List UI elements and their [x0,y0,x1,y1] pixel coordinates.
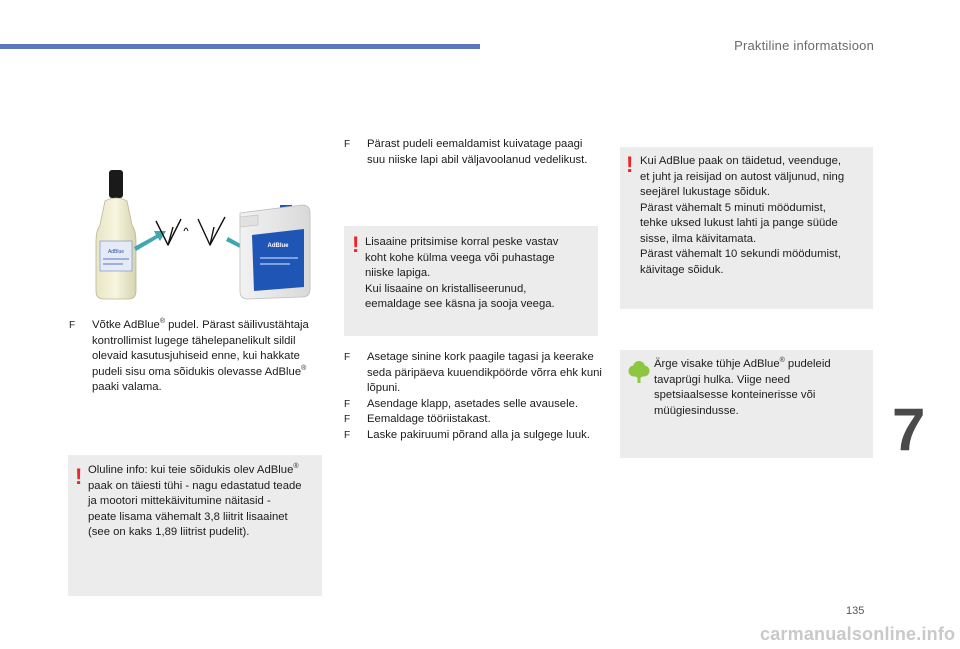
list-item: F Eemaldage tööriistakast. [343,412,605,428]
mid-step-list [343,350,605,443]
list-item: F Võtke AdBlue® pudel. Pärast säilivustähtaja kontrollimist lugege tähelepanelikult sildil olevaid kasutusjuhiseid enne, kui hakkate pudeli sisu oma sõidukis olevasse AdBlue® paaki valama. [69,318,309,393]
page-number: 135 [846,605,865,617]
left-step-list [68,318,330,396]
adblue-refill-illustration [88,165,320,305]
adblue-canister [240,205,310,299]
mid-top-step-list [343,137,603,168]
bullet-arrow-icon: F [344,352,351,363]
warning-box-lock-vehicle: ! Kui AdBlue paak on täidetud, veenduge, et juht ja reisijad on autost väljunud, ning seejärel lukustage sõiduk. Pärast vähemalt 5 minuti möödumist, tehke uksed lukust lahti ja pange süüde sisse, ilma käivitamata. Pärast vähemalt 10 sekundi möödumist, käivitage sõiduk. [620,147,873,309]
adblue-bottle [96,170,136,299]
section-title: Praktiline informatsioon [734,38,874,53]
list-item: F Pärast pudeli eemaldamist kuivatage paagi suu niiske lapi abil väljavoolanud vedelikust. [344,138,588,166]
warning-exclamation-icon: ! [626,152,634,177]
bullet-arrow-icon: F [344,429,351,441]
bullet-arrow-icon: F [344,398,351,410]
warning-exclamation-icon: ! [75,464,83,489]
bullet-arrow-icon: F [69,320,76,331]
list-item: F Laske pakiruumi põrand alla ja sulgege luuk. [343,428,605,444]
fill-neck-symbols [156,217,225,245]
warning-box-empty-tank: ! Oluline info: kui teie sõidukis olev AdBlue® paak on täiesti tühi - nagu edastatud teade ja mootori mittekäivitumine näitasid - peate lisama vähemalt 3,8 liitrit lisaainet (see on kaks 1,89 liitrist pudelit). [68,455,322,596]
bullet-arrow-icon: F [344,414,351,425]
list-item: F Asendage klapp, asetades selle avausele. [343,397,605,413]
bottle-label: AdBlue [107,249,125,255]
chapter-number: 7 [892,396,926,463]
watermark-text: carmanualsonline.info [760,624,956,644]
warning-exclamation-icon: ! [352,232,360,257]
list-item: F Asetage sinine kork paagile tagasi ja keerake seda päripäeva kuuendikpöörde võrra ehk kuni lõpuni. [344,351,602,394]
canister-label: AdBlue [267,243,289,249]
eco-tree-icon [628,360,650,384]
bullet-arrow-icon: F [344,139,351,150]
arrow-left-icon [134,231,166,251]
eco-box-bottle-disposal: Ärge visake tühje AdBlue® pudeleid tavaprügi hulka. Viige need spetsiaalsesse konteinerisse või müügiesindusse. [620,350,873,458]
header-accent-bar [0,44,480,49]
warning-box-spill: ! Lisaaine pritsimise korral peske vastav koht kohe külma veega või puhastage niiske lapiga. Kui lisaaine on kristalliseerunud, eemaldage see käsna ja sooja veega. [344,226,598,336]
